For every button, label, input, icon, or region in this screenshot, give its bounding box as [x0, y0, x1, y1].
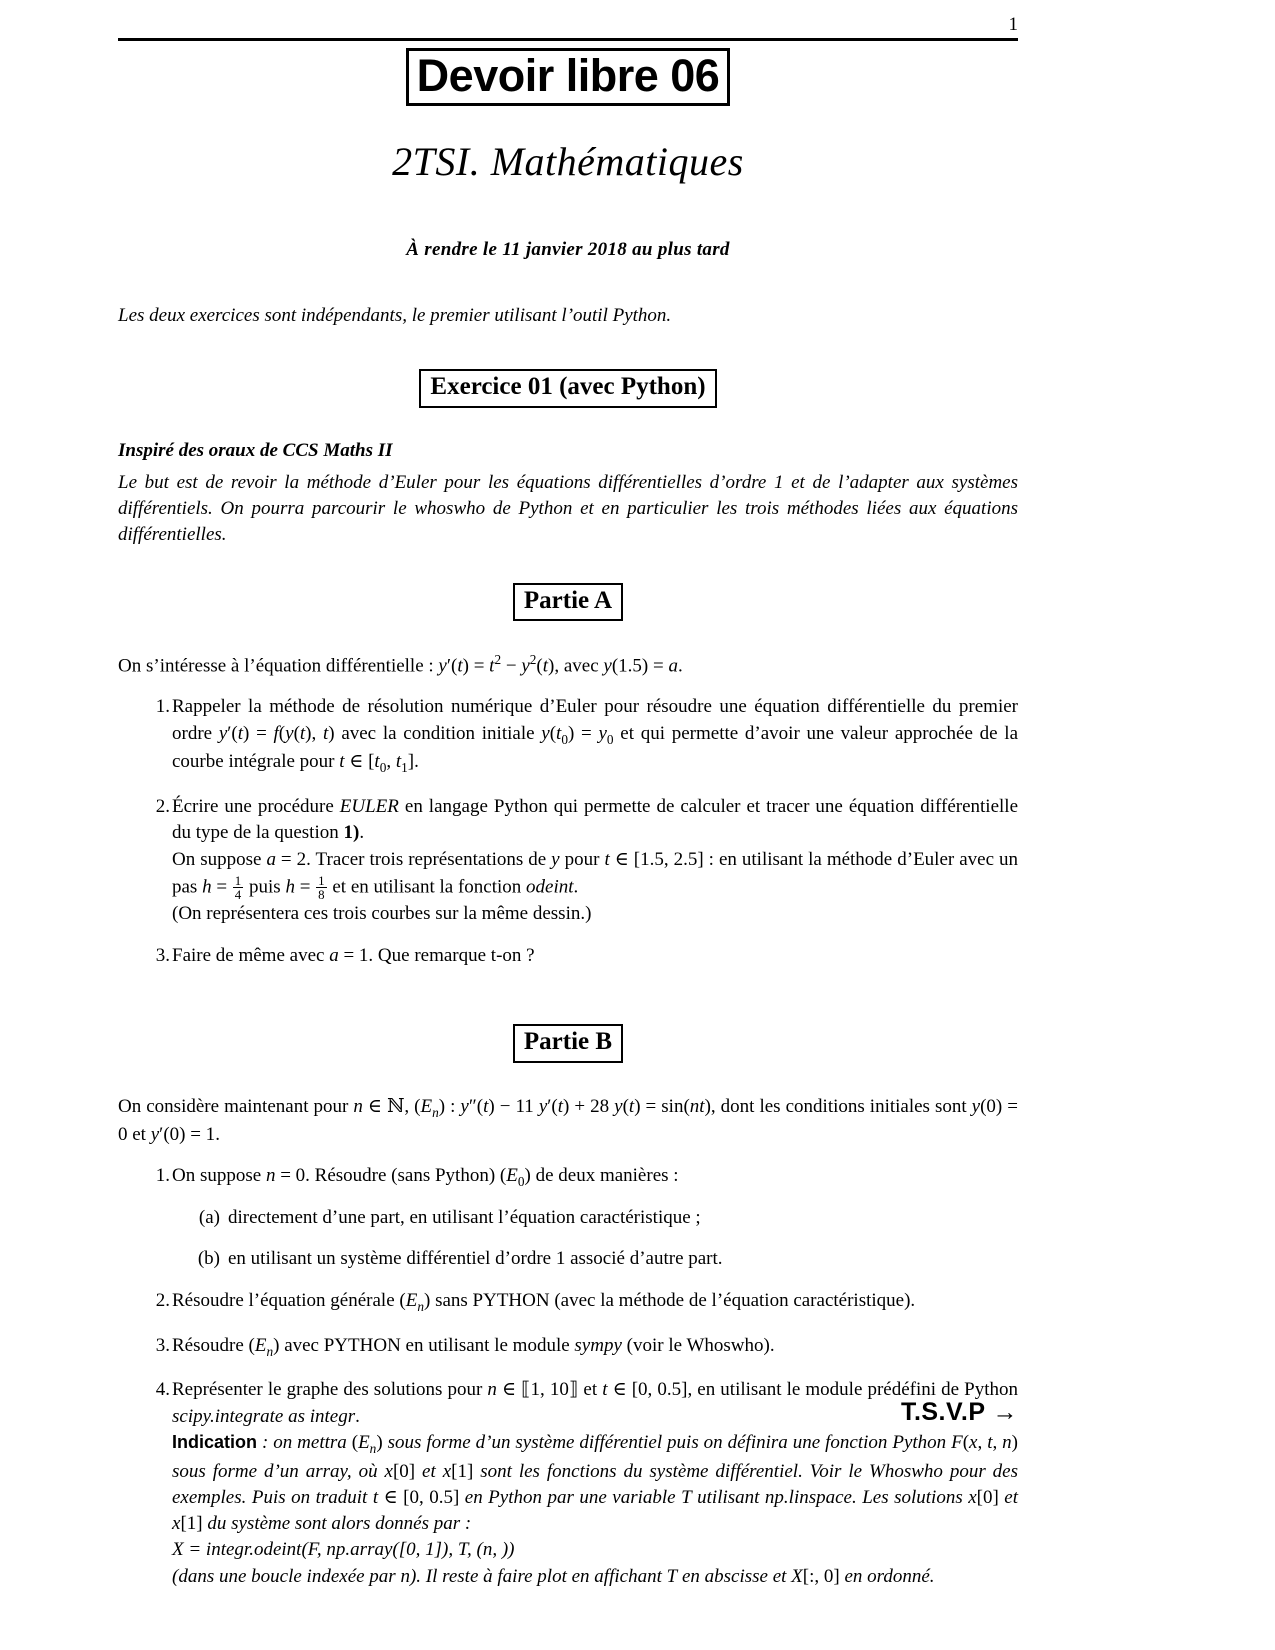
- indication-text-4: et: [415, 1460, 443, 1482]
- item-text-10: .: [573, 876, 579, 898]
- indication-text-1: : on mettra: [257, 1432, 352, 1454]
- subitem-marker: (a): [198, 1207, 220, 1229]
- intro-note: Les deux exercices sont indépendants, le premier utilisant l’outil Python.: [118, 305, 672, 327]
- closing-text-3: en abscisse et: [677, 1565, 792, 1587]
- item-text-1: Écrire une procédure: [172, 795, 340, 817]
- closing-text-4: en ordonné.: [839, 1565, 935, 1587]
- item-text-1: Représenter le graphe des solutions pour: [172, 1379, 488, 1401]
- item-line-b: On suppose a = 2. Tracer trois représentations de y pour t ∈ [1.5, 2.5] : en utilisant la méthode d’Euler avec un pas h = $\frac{1}{4}$ puis h = $\frac{1}{8}$ et en utilisant la fonction odeint.: [172, 848, 1019, 902]
- indication-text-8: et: [998, 1486, 1019, 1508]
- item-text-4: .: [414, 751, 419, 773]
- odeint-function-name: odeint: [526, 876, 574, 898]
- item-marker: 2.: [155, 795, 170, 817]
- partie-b-statement: On considère maintenant pour n ∈ ℕ, $(E_n)$ : y″(t) − 11 y′(t) + 28 y(t) = sin(nt), dont les conditions initiales sont y(0) = 0 et y′(0) = 1.: [118, 1094, 1019, 1146]
- item-text-3: .: [359, 822, 365, 844]
- item-text-2: sans PYTHON (avec la méthode de l’équation caractéristique).: [430, 1290, 916, 1312]
- statement-text-4: .: [215, 1124, 220, 1146]
- partie-a-question-list: [118, 694, 1018, 970]
- statement-text-1: On considère maintenant pour: [118, 1095, 354, 1117]
- header-rule: [118, 38, 1018, 41]
- list-item: 3. Résoudre $(E_n)$ avec PYTHON en utilisant le module sympy (voir le Whoswho).: [118, 1333, 1018, 1361]
- list-item: [172, 1205, 1018, 1232]
- item-line-a: [172, 794, 1018, 847]
- item-marker: 2.: [155, 1290, 170, 1312]
- indication-text-6: en Python par une variable: [459, 1486, 682, 1508]
- item-text-1: Rappeler la méthode de résolution numérique d’Euler pour résoudre une équation différentielle du premier ordre: [172, 696, 1018, 744]
- exercise-heading-row: [118, 369, 1018, 408]
- item-text-6: pour: [559, 848, 605, 870]
- indication-text-5: sont les fonctions du système différentiel. Voir le Whoswho pour des exemples. Puis on traduit: [172, 1460, 1018, 1508]
- item-marker: 4.: [155, 1379, 170, 1401]
- odeint-formula: X = integr.odeint(F, np.array([0, 1]), T, (n, )): [172, 1539, 515, 1561]
- item-text-3: et qui permette d’avoir une valeur approchée de la courbe intégrale pour: [172, 722, 1019, 773]
- item-text-1: Résoudre l’équation générale: [172, 1290, 400, 1312]
- item-marker: 1.: [155, 1164, 170, 1186]
- list-item: [172, 1246, 1018, 1273]
- item-text-4: On suppose: [172, 848, 267, 870]
- item-marker: 3.: [155, 945, 170, 967]
- sympy-module-name: sympy: [574, 1334, 622, 1356]
- list-item: 3. Faire de même avec a = 1. Que remarque t-on ?: [118, 943, 1018, 970]
- title-block: [118, 0, 1018, 106]
- list-item: 1. On suppose n = 0. Résoudre (sans Python) $(E_0)$ de deux manières : (a) directement d’une part, en utilisant l’équation caractéristique ; (b) en utilisant un système différentiel d’ordre 1 associé d’autre part.: [118, 1163, 1018, 1273]
- item-marker: 3.: [155, 1334, 170, 1356]
- exercise-heading: Exercice 01 (avec Python): [419, 369, 716, 408]
- item-text-3: , en utilisant le module prédéfini de Python: [687, 1379, 1019, 1401]
- tsvp-footer: T.S.V.P →: [900, 1398, 1018, 1426]
- indication-text-9: du système sont alors donnés par :: [202, 1512, 472, 1534]
- list-item: [118, 794, 1018, 928]
- item-line-a: Représenter le graphe des solutions pour n ∈ ⟦1, 10⟧ et t ∈ [0, 0.5], en utilisant le module prédéfini de Python scipy.integrate as integr.: [172, 1379, 1019, 1427]
- exercise-goal: Le but est de revoir la méthode d’Euler pour les équations différentielles d’ordre 1 et de l’adapter aux systèmes différentiels. On pourra parcourir le whoswho de Python et en particulier les trois méthodes liées aux équations différentielles.: [118, 472, 1018, 546]
- statement-text-2: , dont les conditions initiales sont: [710, 1095, 972, 1117]
- indication-text-2: sous forme d’un système différentiel puis on définira une fonction Python: [382, 1432, 952, 1454]
- item-text-2: avec PYTHON en utilisant le module: [279, 1334, 575, 1356]
- item-text-2: et: [578, 1379, 603, 1401]
- fraction-one-eighth: $\frac{1}{8}$: [318, 872, 325, 902]
- list-item: 1. Rappeler la méthode de résolution numérique d’Euler pour résoudre une équation différentielle du premier ordre y′(t) = f(y(t), t) avec la condition initiale $y(t_0) = y_0$ et qui permette d’avoir une valeur approchée de la courbe intégrale pour t ∈ [$t_0$, $t_1$].: [118, 694, 1018, 777]
- closing-text-1: (dans une boucle indexée par: [172, 1565, 401, 1587]
- closing-text-2: ). Il reste à faire plot en affichant: [409, 1565, 667, 1587]
- document-title: Devoir libre 06: [406, 48, 731, 106]
- item-text-2: en langage Python qui permette de calculer et tracer une équation différentielle du type de la question: [172, 795, 1019, 844]
- exercise-inspiration: Inspiré des oraux de CCS Maths II: [118, 440, 393, 461]
- scipy-module-name: scipy.integrate as integr: [172, 1405, 356, 1427]
- item-marker: 1.: [155, 696, 170, 718]
- partie-b-heading-row: [118, 1024, 1018, 1063]
- item-text-2: . Que remarque t-on ?: [368, 945, 535, 967]
- item-text-5: . Tracer trois représentations de: [306, 848, 552, 870]
- partie-a-statement-prefix: On s’intéresse à l’équation différentielle :: [118, 655, 439, 677]
- item-text-2: . Résoudre (sans Python): [305, 1164, 500, 1186]
- due-date: À rendre le 11 janvier 2018 au plus tard: [406, 239, 730, 261]
- subitem-text: directement d’une part, en utilisant l’équation caractéristique ;: [228, 1207, 701, 1229]
- partie-b-question-list: [118, 1163, 1018, 1591]
- subitem-marker: (b): [197, 1247, 220, 1269]
- indication-text-7: utilisant np.linspace. Les solutions: [691, 1486, 969, 1508]
- item-text-4: .: [355, 1405, 360, 1427]
- document-subject: 2TSI. Mathématiques: [392, 139, 744, 185]
- item-text-3: de deux manières :: [530, 1164, 679, 1186]
- fraction-one-quarter: $\frac{1}{4}$: [234, 872, 242, 902]
- indication-label: Indication: [172, 1432, 257, 1453]
- question-ref: 1): [343, 822, 360, 844]
- item-text-1: On suppose: [172, 1164, 266, 1186]
- page-number: 1: [1008, 14, 1018, 35]
- list-item: 2. Résoudre l’équation générale $(E_n)$ sans PYTHON (avec la méthode de l’équation caractéristique).: [118, 1288, 1018, 1316]
- euler-procedure-name: EULER: [339, 795, 399, 817]
- indication-text-3: sous forme d’un array, où: [172, 1460, 385, 1482]
- subitem-text: en utilisant un système différentiel d’ordre 1 associé d’autre part.: [228, 1247, 723, 1269]
- partie-b-heading: Partie B: [513, 1024, 623, 1063]
- item-text-1: Faire de même avec: [172, 945, 330, 967]
- item-text-3: (voir le Whoswho).: [621, 1334, 775, 1356]
- partie-a-statement: On s’intéresse à l’équation différentielle : $y'(t) = t^2 - y^2(t)$, avec y(1.5) = a.: [118, 652, 683, 677]
- partie-b-subitem-list: [172, 1205, 1018, 1272]
- item-text-9: et en utilisant la fonction: [327, 876, 527, 898]
- item-text-8: puis: [244, 876, 286, 898]
- item-text-2: avec la condition initiale: [334, 722, 542, 744]
- partie-a-heading: Partie A: [513, 583, 623, 622]
- statement-text-3: et: [127, 1124, 151, 1146]
- list-item: [118, 1377, 1018, 1590]
- closing-note: (dans une boucle indexée par n). Il reste à faire plot en affichant T en abscisse et X[:, 0] en ordonné.: [172, 1565, 935, 1587]
- indication-block: Indication : on mettra $(E_n)$ sous forme d’un système différentiel puis on définira une fonction Python F(x, t, n) sous forme d’un array, où x[0] et x[1] sont les fonctions du système différentiel. Voir le Whoswho pour des exemples. Puis on traduit t ∈ [0, 0.5] en Python par une variable T utilisant np.linspace. Les solutions x[0] et x[1] du système sont alors donnés par :: [172, 1432, 1019, 1534]
- partie-a-heading-row: [118, 583, 1018, 622]
- page-content: [118, 0, 1018, 1606]
- item-text-1: Résoudre: [172, 1334, 249, 1356]
- item-text-7: : en utilisant la méthode d’Euler avec un pas: [172, 848, 1019, 898]
- item-line-c: (On représentera ces trois courbes sur la même dessin.): [172, 902, 592, 924]
